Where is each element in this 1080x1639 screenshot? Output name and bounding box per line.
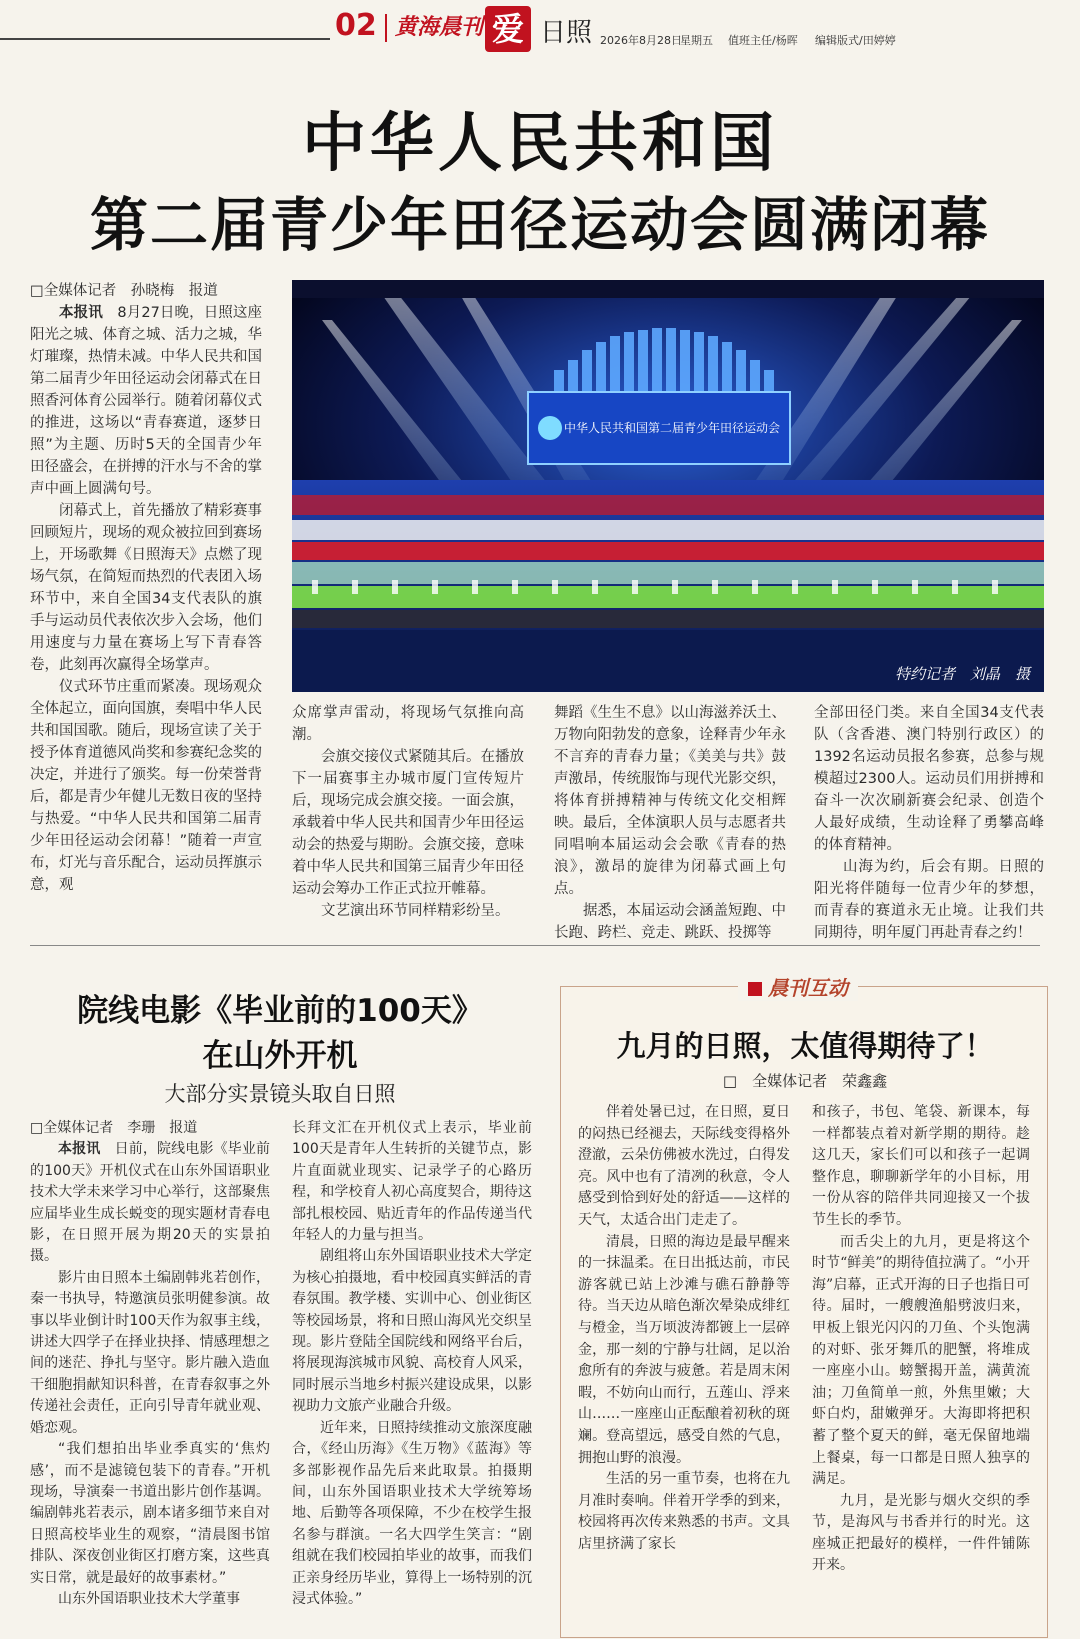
column-paragraph: 和孩子，书包、笔袋、新课本，每一样都装点着对新学期的期待。趁这几天，家长们可以和孩子一起调整作息，聊聊新学年的小目标，用一份从容的陪伴共同迎接又一个拔节生长的季节。	[812, 1104, 1030, 1228]
duty-editor: 值班主任/杨晖	[728, 34, 798, 47]
section-divider	[30, 945, 1040, 946]
film-paragraph: 剧组将山东外国语职业技术大学定为核心拍摄地，看中校园真实鲜活的青春氛围。教学楼、实训中心、创业街区等校园场景，将和日照山海风光交织呈现。影片登陆全国院线和网络平台后，将展现海滨城市风貌、高校育人风采，同时展示当地乡村振兴建设成果，以影视助力文旅产业融合升级。	[292, 1248, 532, 1415]
main-paragraph: 山海为约，后会有期。日照的阳光将伴随每一位青少年的梦想，而青春的赛道永无止境。让我们共同期待，明年厦门再赴青春之约！	[814, 859, 1044, 941]
column-title: 九月的日照，太值得期待了！	[616, 1029, 994, 1063]
film-paragraph: 长拜文汇在开机仪式上表示，毕业前100天是青年人生转折的关键节点，影片直面就业现实、记录学子的心路历程，和学校育人初心高度契合，期待这部扎根校园、贴近青年的作品传递当代年轻人的力量与担当。	[292, 1120, 532, 1244]
lead-label: 本报讯	[58, 1141, 101, 1158]
film-article-col1	[30, 1118, 270, 1610]
film-headline-line1: 院线电影《毕业前的100天》	[77, 993, 483, 1029]
page-header	[0, 0, 1080, 60]
stage-illustration	[292, 280, 1044, 692]
header-rule	[0, 38, 330, 40]
film-article-col2	[292, 1118, 532, 1610]
main-article-col1	[30, 280, 262, 896]
photo-credit: 特约记者 刘晶 摄	[894, 665, 1030, 683]
main-paragraph: 会旗交接仪式紧随其后。在播放下一届赛事主办城市厦门宣传短片后，现场完成会旗交接。一面会旗，承载着中华人民共和国青少年田径运动会的热爱与期盼。会旗交接，意味着中华人民共和国第三届青少年田径运动会筹办工作正式拉开帷幕。	[292, 749, 524, 897]
issue-weekday: 星期五	[680, 34, 713, 47]
main-article-col4	[814, 702, 1044, 944]
lead-label: 本报讯	[59, 305, 103, 321]
column-paragraph: 生活的另一重节奏，也将在九月准时奏响。伴着开学季的到来，校园将再次传来熟悉的书声。文具店里挤满了家长	[578, 1471, 790, 1552]
main-paragraph: 闭幕式上，首先播放了精彩赛事回顾短片，现场的观众被拉回到赛场上，开场歌舞《日照海天》点燃了现场气氛，在简短而热烈的代表团入场环节中，来自全国34支代表队的旗手与运动员代表依次步入会场，他们用速度与力量在赛场上写下青春答卷，此刻再次赢得全场掌声。	[30, 503, 262, 673]
main-paragraph: 全部田径门类。来自全国34支代表队（含香港、澳门特别行政区）的1392名运动员报名参赛，总参与规模超过2300人。运动员们用拼搏和奋斗一次次刷新赛会纪录、创造个人最好成绩，生动诠释了勇攀高峰的体育精神。	[814, 705, 1044, 853]
film-headline-line2: 在山外开机	[202, 1038, 358, 1074]
main-paragraph: 众席掌声雷动，将现场气氛推向高潮。	[292, 705, 524, 743]
layout-editor: 编辑版式/田婷婷	[815, 34, 896, 47]
page-number: 02	[335, 8, 377, 43]
section-city: 日照	[540, 18, 593, 48]
column-col1	[578, 1102, 790, 1555]
film-paragraph: 山东外国语职业技术大学董事	[58, 1590, 240, 1607]
main-paragraph: 本报讯 8月27日晚，日照这座阳光之城、体育之城、活力之城，华灯璀璨，热情未减。中华人民共和国第二届青少年田径运动会闭幕式在日照香河体育公园举行。随着闭幕仪式的推进，这场以“青春赛道，逐梦日照”为主题、历时5天的全国青少年田径盛会，在拼搏的汗水与不舍的掌声中画上圆满句号。	[30, 305, 263, 497]
closing-ceremony-photo	[292, 280, 1044, 692]
stage-screen-text: 中华人民共和国第二届青少年田径运动会	[563, 421, 781, 435]
main-headline-line2: 第二届青少年田径运动会圆满闭幕	[89, 191, 990, 259]
film-paragraph: 近年来，日照持续推动文旅深度融合，《经山历海》《生万物》《蓝海》等多部影视作品先后来此取景。拍摄期间，山东外国语职业技术大学统筹场地、后勤等各项保障，不少在校学生报名参与群演。一名大四学生笑言：“剧组就在我们校园拍毕业的故事，而我们正亲身经历毕业，算得上一场特别的沉浸式体验。”	[292, 1419, 532, 1607]
column-byline: □ 全媒体记者 荣鑫鑫	[722, 1072, 888, 1090]
film-paragraph: 本报讯 日前，院线电影《毕业前的100天》开机仪式在山东外国语职业技术大学未来学习中心举行，这部聚焦应届毕业生成长蜕变的现实题材青春电影，在日照开展为期20天的实景拍摄。	[30, 1141, 271, 1265]
film-paragraph: “我们想拍出毕业季真实的‘焦灼感’，而不是滤镜包装下的青春。”开机现场，导演秦一书道出影片创作基调。编剧韩兆若表示，剧本诸多细节来自对日照高校毕业生的观察，“清晨图书馆排队、深夜创业街区打磨方案，这些真实日常，就是最好的故事素材。”	[30, 1441, 270, 1586]
column-tag: 晨刊互动	[738, 972, 858, 1001]
main-paragraph: 舞蹈《生生不息》以山海滋养沃土、万物向阳勃发的意象，诠释青少年永不言弃的青春力量；《美美与共》鼓声激昂，传统服饰与现代光影交织，将体育拼搏精神与传统文化交相辉映。最后，全体演职人员与志愿者共同唱响本届运动会会歌《青春的热浪》，激昂的旋律为闭幕式画上句点。	[554, 705, 786, 897]
main-paragraph: 文艺演出环节同样精彩纷呈。	[321, 903, 510, 919]
section-badge: 爱	[485, 6, 531, 52]
tag-square-icon	[748, 982, 762, 996]
issue-date: 2026年8月28日	[600, 34, 682, 47]
film-paragraph: 影片由日照本土编剧韩兆若创作，秦一书执导，特邀演员张明健参演。故事以毕业倒计时100天作为叙事主线，讲述大四学子在择业抉择、情感理想之间的迷茫、挣扎与坚守。影片融入造血干细胞捐献知识科普，在青春叙事之外传递社会责任，正向引导青年就业观、婚恋观。	[30, 1269, 270, 1436]
column-paragraph: 伴着处暑已过，在日照，夏日的闷热已经褪去，天际线变得格外澄澈，云朵仿佛被水洗过，白得发亮。风中也有了清冽的秋意，令人感受到恰到好处的舒适——这样的天气，太适合出门走走了。	[578, 1104, 790, 1228]
header-separator	[385, 14, 387, 42]
column-paragraph: 而舌尖上的九月，更是将这个时节“鲜美”的期待值拉满了。“小开海”启幕，正式开海的日子也指日可待。届时，一艘艘渔船劈波归来，甲板上银光闪闪的刀鱼、个头饱满的对虾、张牙舞爪的肥蟹，将堆成一座座小山。螃蟹揭开盖，满黄流油；刀鱼简单一煎，外焦里嫩；大虾白灼，甜嫩弹牙。大海即将把积蓄了整个夏天的鲜，毫无保留地端上餐桌，每一口都是日照人独享的满足。	[812, 1233, 1030, 1488]
film-subheadline: 大部分实景镜头取自日照	[164, 1082, 396, 1106]
main-article-col3	[554, 702, 786, 944]
film-byline: □全媒体记者 李珊 报道	[30, 1120, 198, 1136]
main-article-col2	[292, 702, 524, 922]
column-col2	[812, 1102, 1030, 1577]
paper-name: 黄海晨刊	[395, 14, 484, 40]
column-paragraph: 清晨，日照的海边是最早醒来的一抹温柔。在日出抵达前，市民游客就已站上沙滩与礁石静静等待。当天边从暗色渐次晕染成绯红与橙金，当万顷波涛都镀上一层碎金，那一刻的宁静与壮阔，足以治愈所有的奔波与疲惫。若是周末闲暇，不妨向山而行，五莲山、浮来山……一座座山正酝酿着初秋的斑斓。登高望远，感受自然的气息，拥抱山野的浪漫。	[578, 1233, 790, 1466]
column-paragraph: 九月，是光影与烟火交织的季节，是海风与书香并行的时光。这座城正把最好的模样，一件件铺陈开来。	[812, 1492, 1030, 1574]
main-byline: □全媒体记者 孙晓梅 报道	[30, 283, 218, 299]
main-paragraph: 仪式环节庄重而紧凑。现场观众全体起立，面向国旗，奏唱中华人民共和国国歌。随后，现场宣读了关于授予体育道德风尚奖和参赛纪念奖的决定，并进行了颁奖。每一份荣誉背后，都是青少年健儿无数日夜的坚持与热爱。“中华人民共和国第二届青少年田径运动会闭幕！”随着一声宣布，灯光与音乐配合，运动员挥旗示意，观	[30, 679, 262, 893]
main-headline-line1: 中华人民共和国	[302, 107, 778, 181]
main-paragraph: 据悉，本届运动会涵盖短跑、中长跑、跨栏、竞走、跳跃、投掷等	[554, 903, 786, 941]
